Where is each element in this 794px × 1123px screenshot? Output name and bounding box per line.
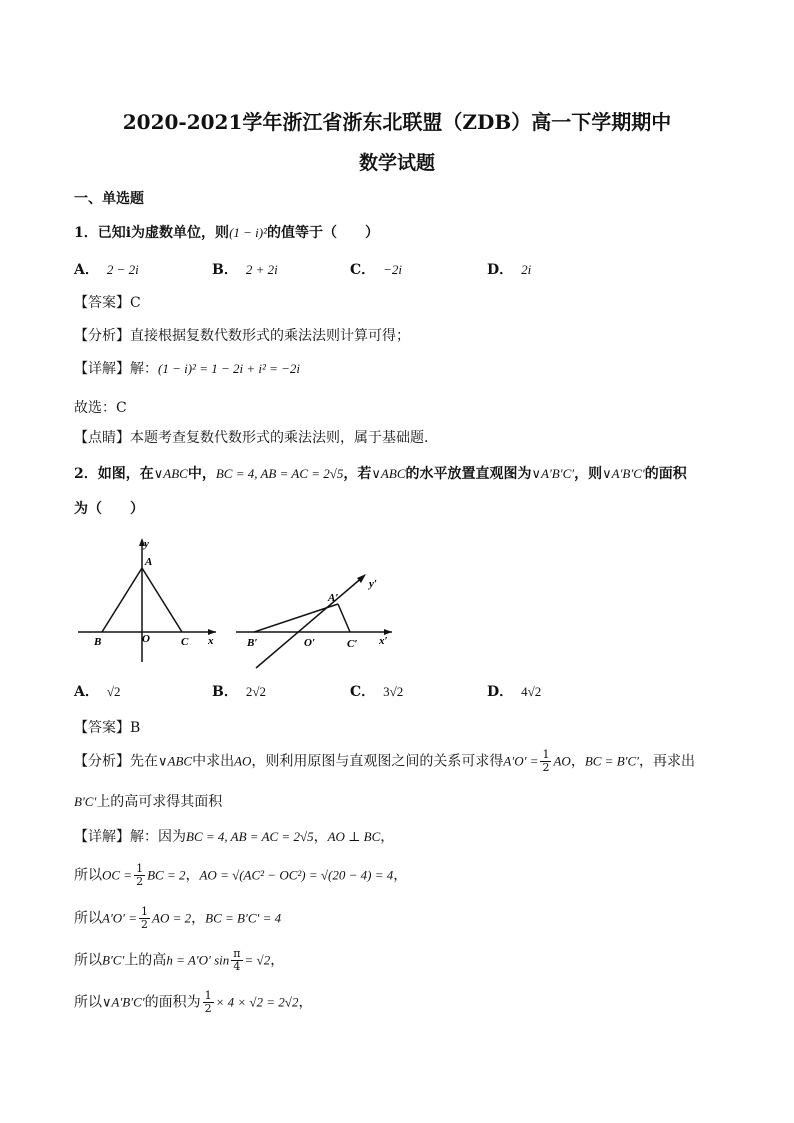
q2-detail-line2: 所以OC = $\frac{1}{2}$ BC = 2，AO = √(AC² − OC²) = √(20 − 4) = 4，	[74, 862, 408, 888]
paper-title: 2020-2021学年浙江省浙东北联盟（ZDB）高一下学期期中	[122, 110, 672, 134]
q1-option-d: D． 2i	[487, 262, 532, 278]
label-x-prime: x′	[379, 635, 388, 647]
q2-detail-line3: 所以A′O′ = $\frac{1}{2}$ AO = 2，BC = B′C′ = 4	[74, 905, 282, 931]
q1-answer: 【答案】C	[74, 295, 141, 311]
label-o-prime: O′	[304, 637, 316, 649]
label-b: B	[94, 636, 102, 648]
q1-option-c: C． −2i	[350, 262, 403, 278]
side-ac	[142, 568, 182, 632]
q2-detail-line1: 【详解】解：因为BC = 4, AB = AC = 2√5，AO ⊥ BC，	[74, 829, 395, 845]
label-b-prime: B′	[247, 637, 258, 649]
q2-option-b: B． 2√2	[212, 684, 266, 700]
section-heading: 一、单选题	[74, 191, 144, 207]
paper-subtitle: 数学试题	[358, 152, 435, 174]
q2-option-c: C． 3√2	[350, 684, 404, 700]
q1-stem	[74, 222, 379, 242]
q1-stem-text-a: 1．已知i为虚数单位，则	[74, 225, 230, 241]
q1-choice: 故选：C	[74, 400, 127, 416]
q2-detail-line5: 所以∨A′B′C′的面积为 $\frac{1}{2}$ × 4 × √2 = 2√2，	[74, 989, 313, 1015]
label-x: x	[208, 635, 214, 647]
q2-option-d: D． 4√2	[487, 684, 542, 700]
q2-figure-original	[78, 534, 228, 664]
q2-figure-projection	[232, 570, 404, 670]
q1-stem-text-b: 的值等于（ ）	[267, 225, 380, 241]
q2-option-a: A． √2	[74, 684, 121, 700]
fraction-one-half: $\frac{1}{2}$	[542, 748, 550, 774]
q2-stem-line1: 2．如图，在∨ABC中，BC = 4, AB = AC = 2√5，若∨ABC的水平放置直观图为∨A′B′C′，则∨A′B′C′的面积	[74, 466, 687, 482]
label-o: O	[142, 633, 150, 645]
q2-stem-line2: 为（ ）	[74, 501, 144, 517]
q1-detail: 【详解】解：(1 − i)² = 1 − 2i + i² = −2i	[74, 361, 301, 377]
y-prime-axis	[256, 576, 364, 668]
label-c: C	[181, 636, 189, 648]
label-y: y	[144, 538, 149, 550]
side-a-prime-b-prime	[254, 604, 338, 632]
q1-analysis: 【分析】直接根据复数代数形式的乘法法则计算可得；	[74, 328, 410, 344]
q1-option-a: A． 2 − 2i	[74, 262, 139, 278]
label-c-prime: C′	[347, 638, 358, 650]
side-ab	[102, 568, 142, 632]
q1-stem-math: (1 − i)²	[229, 225, 268, 240]
label-a-prime: A′	[328, 592, 339, 604]
q1-option-b: B． 2 + 2i	[212, 262, 278, 278]
label-y-prime: y′	[369, 578, 377, 590]
q1-detail-math: (1 − i)² = 1 − 2i + i² = −2i	[158, 361, 301, 376]
q2-analysis-line2: B′C′上的高可求得其面积	[74, 794, 223, 810]
side-a-prime-c-prime	[338, 604, 350, 632]
label-a: A	[145, 556, 153, 568]
q2-analysis-line1: 【分析】先在∨ABC中求出AO，则利用原图与直观图之间的关系可求得A′O′ = $\frac{1}{2}$ AO，BC = B′C′，再求出	[74, 748, 695, 774]
q1-comment: 【点睛】本题考查复数代数形式的乘法法则，属于基础题.	[74, 430, 429, 446]
q2-detail-line4: 所以B′C′上的高h = A′O′ sin $\frac{\pi}{4}$ = √2，	[74, 947, 285, 973]
q2-answer: 【答案】B	[74, 720, 141, 736]
